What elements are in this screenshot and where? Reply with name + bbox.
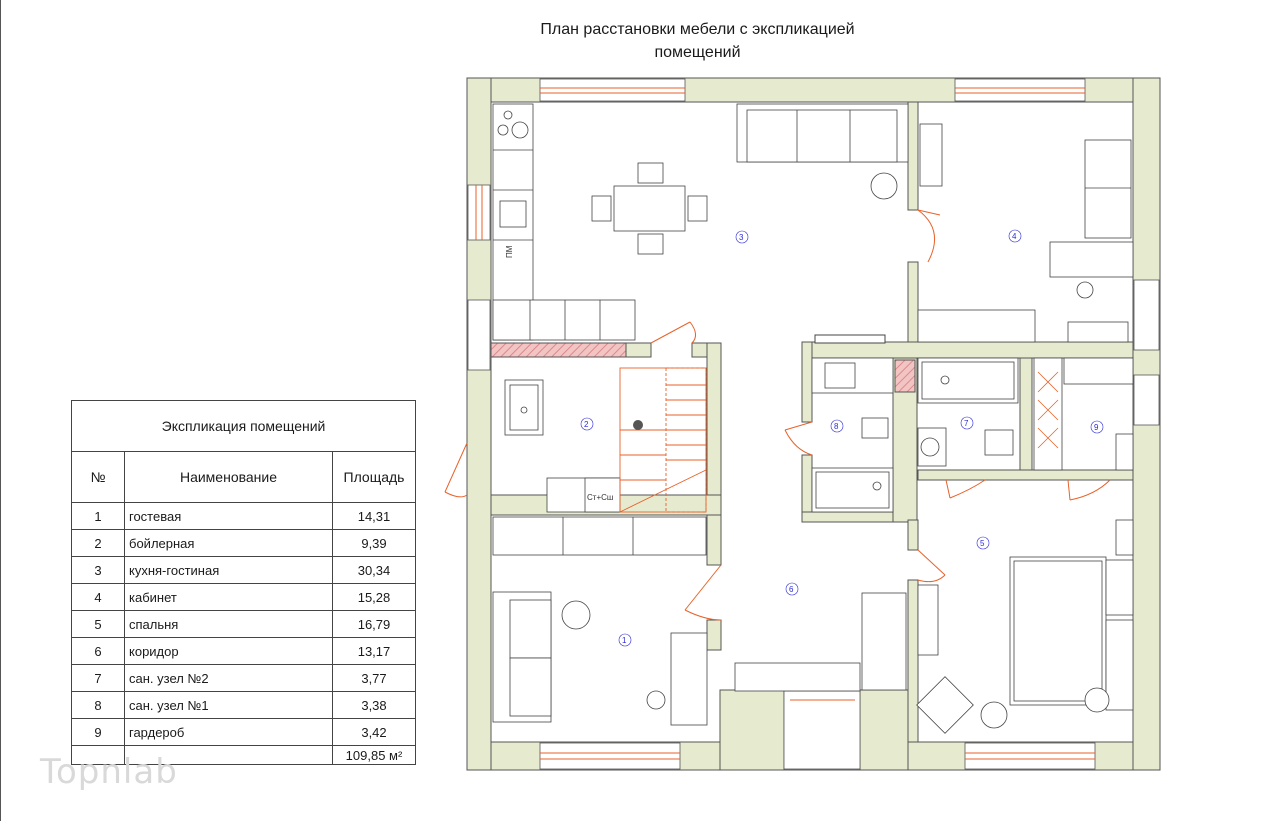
header-name: Наименование: [125, 452, 333, 503]
washer-label: Ст+Сш: [587, 493, 614, 502]
bathroom-2-fixtures: [918, 358, 1018, 466]
row-num: 5: [72, 611, 125, 638]
row-num: 3: [72, 557, 125, 584]
row-name: кухня-гостиная: [125, 557, 333, 584]
row-area: 9,39: [333, 530, 416, 557]
room-label-2: 2: [584, 420, 589, 429]
bathroom-1-fixtures: [812, 358, 893, 512]
total-area: 109,85 м²: [333, 746, 416, 765]
wardrobe-fixtures: [1034, 358, 1133, 470]
title-line-2: помещений: [654, 44, 741, 61]
row-name: сан. узел №2: [125, 665, 333, 692]
room-label-5: 5: [980, 539, 985, 548]
row-area: 3,38: [333, 692, 416, 719]
row-name: кабинет: [125, 584, 333, 611]
row-name: коридор: [125, 638, 333, 665]
title-line-1: План расстановки мебели с экспликацией: [540, 21, 855, 38]
bedroom-furniture: [917, 520, 1133, 733]
sofa-living: [737, 104, 908, 199]
row-name: сан. узел №1: [125, 692, 333, 719]
row-name: гостевая: [125, 503, 333, 530]
explication-caption: Экспликация помещений: [72, 401, 416, 452]
dining-table: [592, 163, 707, 254]
row-area: 14,31: [333, 503, 416, 530]
row-num: 2: [72, 530, 125, 557]
window-lines: [476, 88, 1095, 759]
row-num: 6: [72, 638, 125, 665]
header-area: Площадь: [333, 452, 416, 503]
row-name: спальня: [125, 611, 333, 638]
tv-stand: [815, 335, 885, 343]
topnlab-watermark: Topnlab: [40, 752, 178, 792]
row-area: 30,34: [333, 557, 416, 584]
room-label-4: 4: [1012, 232, 1017, 241]
row-name: бойлерная: [125, 530, 333, 557]
row-area: 16,79: [333, 611, 416, 638]
room-label-8: 8: [834, 422, 839, 431]
room-label-7: 7: [964, 419, 969, 428]
room-label-6: 6: [789, 585, 794, 594]
room-label-3: 3: [739, 233, 744, 242]
row-name: гардероб: [125, 719, 333, 746]
hatched-shaft: [895, 360, 915, 392]
row-num: 4: [72, 584, 125, 611]
row-num: 8: [72, 692, 125, 719]
office-furniture: [918, 124, 1133, 342]
row-num: 9: [72, 719, 125, 746]
header-num: №: [72, 452, 125, 503]
stair-post-icon: [633, 420, 643, 430]
guest-room-furniture: [493, 517, 707, 725]
room-label-1: 1: [622, 636, 627, 645]
room-label-9: 9: [1094, 423, 1099, 432]
hatched-wall-segment: [491, 343, 626, 357]
row-area: 3,77: [333, 665, 416, 692]
row-num: 7: [72, 665, 125, 692]
dishwasher-label: ПМ: [505, 245, 514, 258]
row-area: 15,28: [333, 584, 416, 611]
row-num: 1: [72, 503, 125, 530]
staircase: [620, 368, 706, 512]
row-area: 13,17: [333, 638, 416, 665]
row-area: 3,42: [333, 719, 416, 746]
